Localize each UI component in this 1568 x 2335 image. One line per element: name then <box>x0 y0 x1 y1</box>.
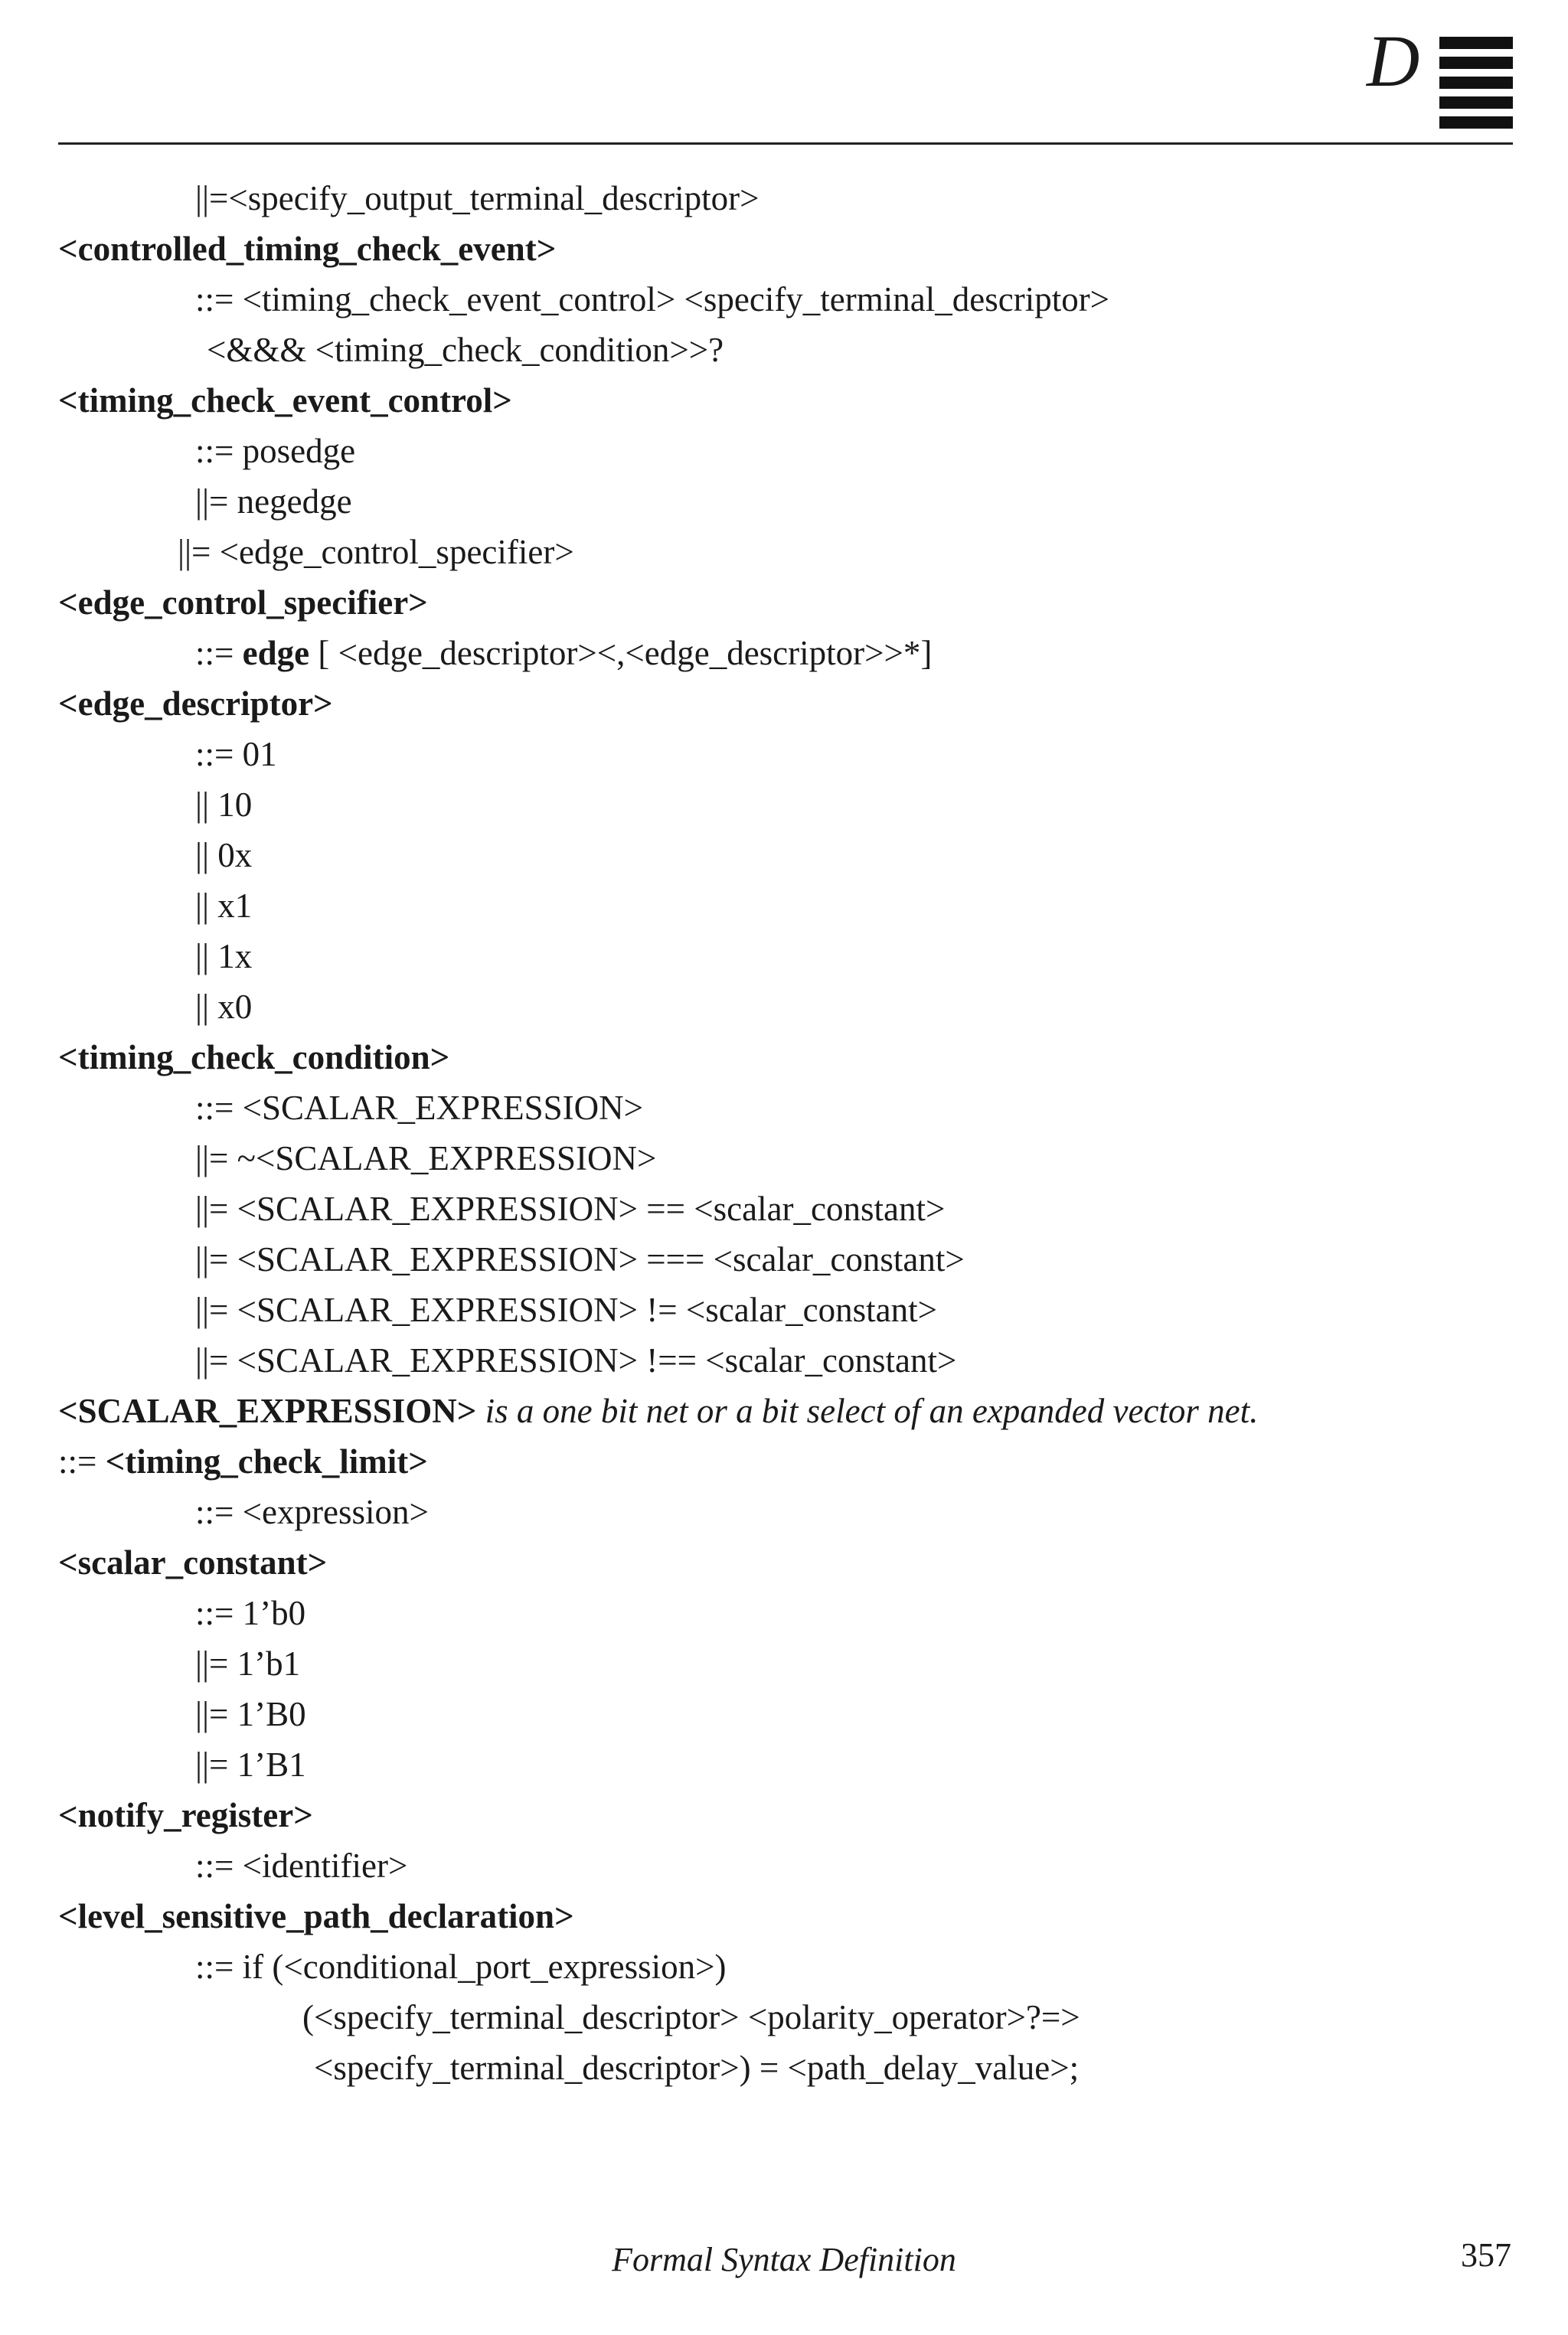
syntax-line <box>0 779 1568 830</box>
syntax-line <box>0 1790 1568 1840</box>
header-rule <box>58 142 1513 145</box>
syntax-line <box>0 476 1568 527</box>
syntax-line <box>0 628 1568 678</box>
syntax-production: [ <edge_descriptor><,<edge_descriptor>>*] <box>309 634 933 672</box>
syntax-production: ::= <identifier> <box>195 1847 408 1885</box>
syntax-line <box>0 931 1568 981</box>
syntax-line <box>0 1941 1568 1992</box>
section-tab-marker <box>1439 37 1513 136</box>
syntax-term: <notify_register> <box>58 1796 313 1834</box>
syntax-production: ||= 1’B0 <box>195 1695 306 1733</box>
syntax-line <box>0 1487 1568 1537</box>
syntax-term: <controlled_timing_check_event> <box>58 230 557 268</box>
syntax-production: <&&& <timing_check_condition>>? <box>207 331 724 369</box>
tab-bar <box>1439 77 1513 89</box>
syntax-line <box>0 1891 1568 1941</box>
syntax-term: <edge_control_specifier> <box>58 583 428 622</box>
syntax-line <box>0 224 1568 274</box>
syntax-production: ::= <timing_check_event_control> <specify_terminal_descriptor> <box>195 280 1110 318</box>
syntax-production: ||= <SCALAR_EXPRESSION> == <scalar_constant> <box>195 1190 946 1228</box>
syntax-production: ||= <SCALAR_EXPRESSION> !== <scalar_constant> <box>195 1341 957 1380</box>
syntax-line <box>0 678 1568 729</box>
syntax-line <box>0 1537 1568 1588</box>
syntax-line <box>0 1588 1568 1638</box>
syntax-line <box>0 981 1568 1032</box>
syntax-line <box>0 1335 1568 1386</box>
syntax-production: ::= 1’b0 <box>195 1594 306 1632</box>
syntax-production: ::= <box>58 1442 106 1481</box>
syntax-production: || x0 <box>195 988 253 1026</box>
syntax-line <box>0 1032 1568 1083</box>
syntax-line <box>0 274 1568 325</box>
syntax-term: <edge_descriptor> <box>58 684 333 723</box>
syntax-line <box>0 880 1568 931</box>
syntax-production: ::= <expression> <box>195 1493 429 1531</box>
page-number: 357 <box>1461 2236 1511 2274</box>
section-letter: D <box>1367 20 1420 102</box>
syntax-line <box>0 729 1568 779</box>
syntax-line <box>0 325 1568 375</box>
syntax-line <box>0 1689 1568 1739</box>
syntax-line <box>0 830 1568 880</box>
tab-bar <box>1439 57 1513 69</box>
syntax-production: || 0x <box>195 836 253 874</box>
syntax-production: ||= <SCALAR_EXPRESSION> != <scalar_constant> <box>195 1291 937 1329</box>
syntax-production: ||= 1’B1 <box>195 1746 306 1784</box>
syntax-production: (<specify_terminal_descriptor> <polarity_operator>?=> <box>302 1998 1080 2036</box>
syntax-production: || x1 <box>195 887 253 925</box>
syntax-production: <specify_terminal_descriptor>) = <path_delay_value>; <box>314 2049 1080 2087</box>
syntax-listing <box>0 173 1568 2093</box>
syntax-production: ||=<specify_output_terminal_descriptor> <box>195 179 760 217</box>
syntax-line <box>0 527 1568 577</box>
syntax-production: ||= ~<SCALAR_EXPRESSION> <box>195 1139 657 1177</box>
syntax-line <box>0 1083 1568 1133</box>
syntax-term: <level_sensitive_path_declaration> <box>58 1897 574 1935</box>
syntax-line <box>0 577 1568 628</box>
syntax-production: ||= negedge <box>195 482 352 521</box>
syntax-production: || 10 <box>195 785 253 824</box>
footer-title: Formal Syntax Definition <box>612 2241 956 2278</box>
syntax-production: ||= <edge_control_specifier> <box>178 533 574 571</box>
syntax-production: ||= <SCALAR_EXPRESSION> === <scalar_constant> <box>195 1240 965 1279</box>
syntax-line <box>0 1285 1568 1335</box>
syntax-note: is a one bit net or a bit select of an expanded vector net. <box>476 1392 1259 1430</box>
syntax-line <box>0 1436 1568 1487</box>
syntax-term: <timing_check_event_control> <box>58 381 512 420</box>
syntax-line <box>0 1638 1568 1689</box>
syntax-term: <timing_check_limit> <box>105 1442 428 1481</box>
syntax-production: ::= posedge <box>195 432 356 470</box>
syntax-term: <scalar_constant> <box>58 1543 328 1582</box>
syntax-line <box>0 375 1568 426</box>
syntax-production: ::= <box>195 634 243 672</box>
syntax-term: <timing_check_condition> <box>58 1038 450 1076</box>
syntax-line <box>0 2043 1568 2093</box>
syntax-production: ::= <SCALAR_EXPRESSION> <box>195 1089 643 1127</box>
syntax-term: <SCALAR_EXPRESSION> <box>58 1392 477 1430</box>
syntax-line <box>0 1184 1568 1234</box>
syntax-term: edge <box>242 634 310 672</box>
syntax-line <box>0 1133 1568 1184</box>
syntax-line <box>0 1992 1568 2043</box>
tab-bar <box>1439 37 1513 49</box>
syntax-production: ||= 1’b1 <box>195 1644 301 1683</box>
syntax-line <box>0 1840 1568 1891</box>
syntax-line <box>0 426 1568 476</box>
syntax-line <box>0 1739 1568 1790</box>
syntax-line <box>0 173 1568 224</box>
tab-bar <box>1439 116 1513 129</box>
syntax-line <box>0 1234 1568 1285</box>
syntax-production: || 1x <box>195 937 253 975</box>
syntax-production: ::= 01 <box>195 735 277 773</box>
syntax-line <box>0 1386 1568 1436</box>
syntax-production: ::= if (<conditional_port_expression>) <box>195 1948 727 1986</box>
tab-bar <box>1439 96 1513 109</box>
